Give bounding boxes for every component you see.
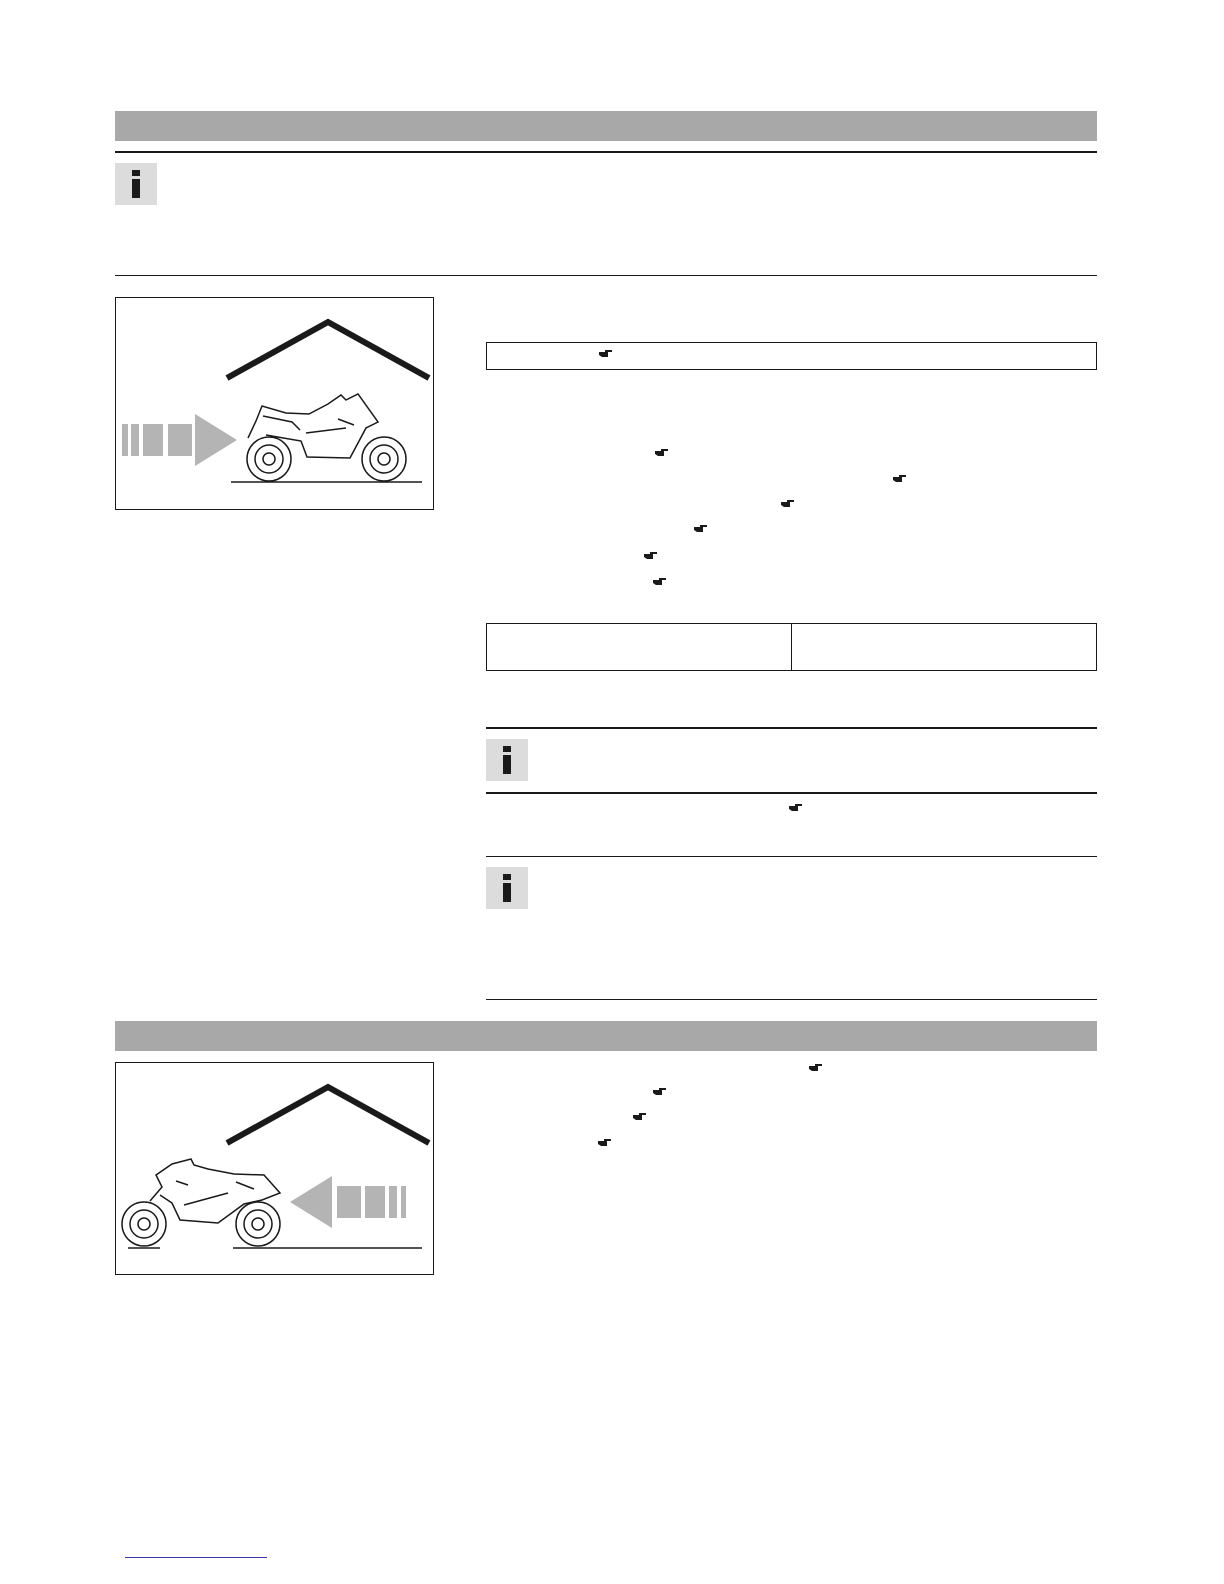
- pointing-hand-icon[interactable]: [598, 1137, 612, 1147]
- divider: [486, 856, 1097, 857]
- pointing-hand-icon[interactable]: [653, 576, 667, 586]
- section-heading-bar: [115, 1021, 1097, 1051]
- pointing-hand-icon[interactable]: [599, 348, 613, 358]
- info-icon: [115, 163, 157, 205]
- pointing-hand-icon[interactable]: [781, 498, 795, 508]
- section-heading-bar: [115, 111, 1097, 141]
- divider: [115, 151, 1097, 153]
- pointing-hand-icon[interactable]: [655, 447, 669, 457]
- vehicle-entering-garage-icon: [115, 297, 434, 510]
- divider: [486, 727, 1097, 729]
- table-divider: [791, 624, 792, 670]
- pointing-hand-icon[interactable]: [653, 1086, 667, 1096]
- pointing-hand-icon[interactable]: [644, 550, 658, 560]
- spec-table: [486, 623, 1097, 671]
- pointing-hand-icon[interactable]: [633, 1111, 647, 1121]
- info-icon: [486, 739, 528, 781]
- footer-link[interactable]: [125, 1557, 267, 1558]
- info-icon: [486, 867, 528, 909]
- pointing-hand-icon[interactable]: [694, 523, 708, 533]
- reference-box: [486, 342, 1097, 370]
- divider: [486, 999, 1097, 1000]
- vehicle-leaving-garage-icon: [115, 1062, 434, 1275]
- pointing-hand-icon[interactable]: [893, 473, 907, 483]
- divider: [486, 792, 1097, 794]
- divider: [115, 275, 1097, 276]
- pointing-hand-icon[interactable]: [809, 1062, 823, 1072]
- pointing-hand-icon[interactable]: [789, 802, 803, 812]
